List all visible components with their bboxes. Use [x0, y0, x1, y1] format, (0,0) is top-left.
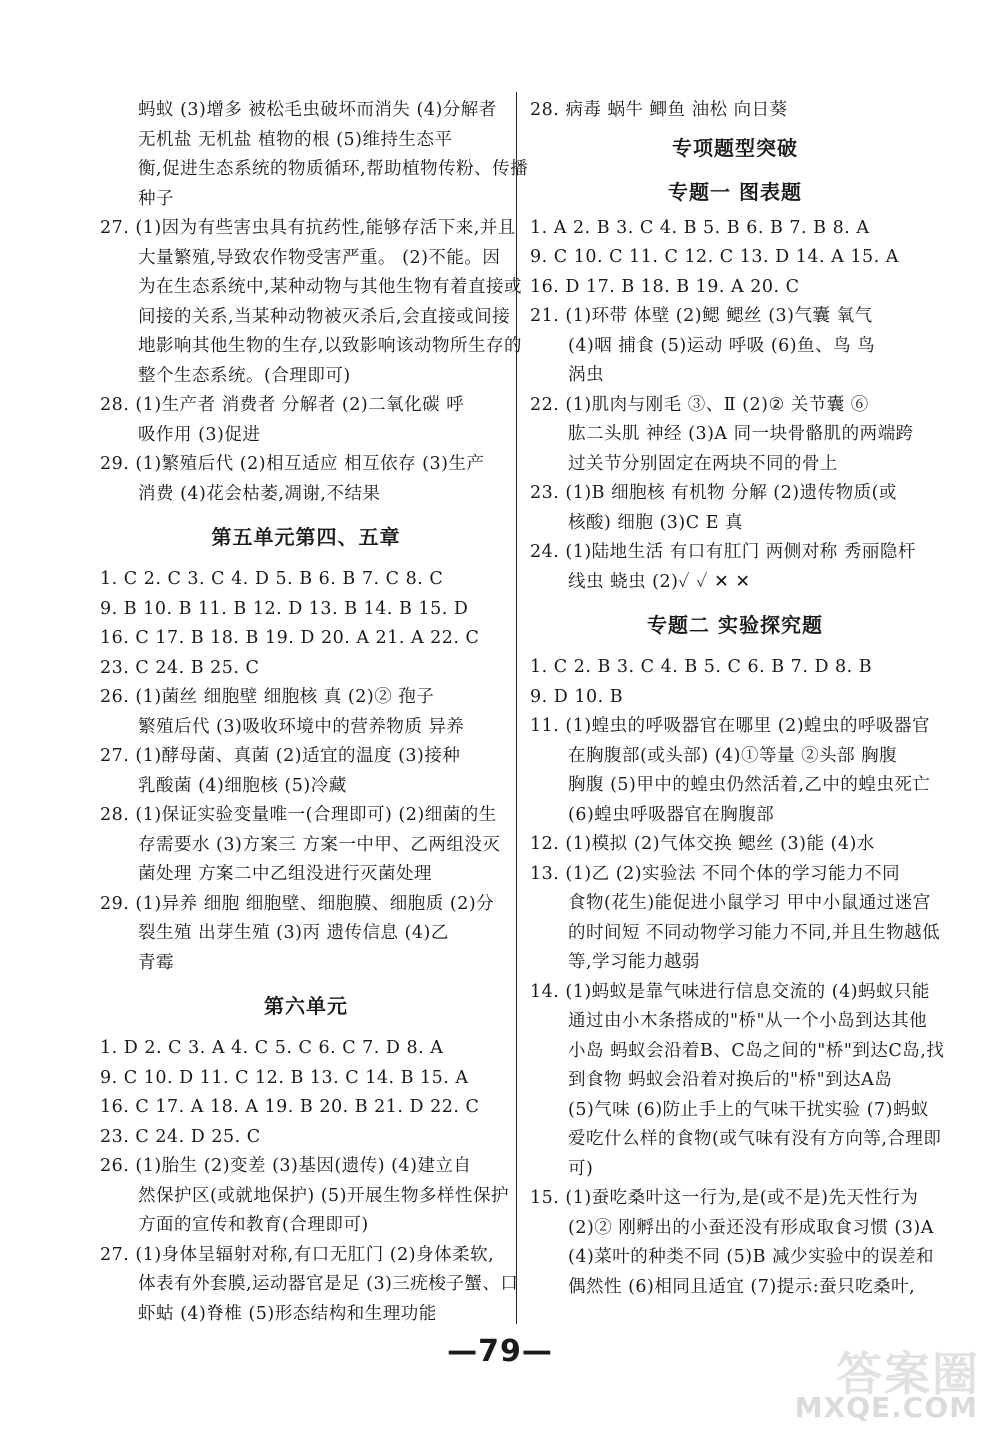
answer-line: 体表有外套膜,运动器官是足 (3)三疣梭子蟹、口: [138, 1274, 519, 1294]
answer-line: 整个生态系统。(合理即可): [138, 365, 351, 386]
answer-line: 1. C 2. C 3. C 4. D 5. B 6. B 7. C 8. C: [100, 569, 444, 589]
heading-topic1-charts: 专题一 图表题: [668, 179, 802, 204]
answer-line: 9. C 10. D 11. C 12. B 13. C 14. B 15. A: [100, 1067, 469, 1088]
answer-line: (5)气味 (6)防止手上的气味干扰实验 (7)蚂蚁: [568, 1099, 929, 1120]
answer-line: 偶然性 (6)相同且适宜 (7)提示:蚕只吃桑叶,: [568, 1276, 916, 1297]
answer-line: 过关节分别固定在两块不同的骨上: [568, 453, 838, 474]
answer-line: 消费 (4)花会枯萎,凋谢,不结果: [138, 483, 381, 504]
answer-line: 28. 病毒 蜗牛 鲫鱼 油松 向日葵: [530, 100, 788, 120]
answer-line: 在胸腹部(或头部) (4)①等量 ②头部 胸腹: [568, 745, 898, 766]
answer-line: 可): [568, 1158, 594, 1179]
answer-line: 涡虫: [568, 365, 604, 385]
answer-line: 然保护区(或就地保护) (5)开展生物多样性保护: [138, 1185, 510, 1206]
answer-line: 16. C 17. A 18. A 19. B 20. B 21. D 22. C: [100, 1097, 480, 1117]
answer-line: 线虫 蛲虫 (2)✓ ✓ ✕ ✕: [568, 571, 751, 592]
answer-line: 到食物 蚂蚁会沿着对换后的"桥"到达A岛: [568, 1070, 893, 1090]
answer-line: 29. (1)繁殖后代 (2)相互适应 相互依存 (3)生产: [100, 454, 485, 474]
answer-line: 9. C 10. C 11. C 12. C 13. D 14. A 15. A: [530, 247, 899, 267]
answer-line: 21. (1)环带 体壁 (2)鳃 鳃丝 (3)气囊 氧气: [530, 306, 873, 326]
answer-line: (4)咽 捕食 (5)运动 呼吸 (6)鱼、鸟 鸟: [568, 335, 876, 356]
watermark-url: MXQE.COM: [794, 1391, 978, 1424]
answer-line: 27. (1)身体呈辐射对称,有口无肛门 (2)身体柔软,: [100, 1244, 495, 1265]
answer-line: 26. (1)菌丝 细胞壁 细胞核 真 (2)② 孢子: [100, 687, 435, 707]
answer-line: 28. (1)保证实验变量唯一(合理即可) (2)细菌的生: [100, 805, 497, 825]
answer-line: 裂生殖 出芽生殖 (3)丙 遗传信息 (4)乙: [138, 923, 449, 943]
answer-line: 小岛 蚂蚁会沿着B、C岛之间的"桥"到达C岛,找: [568, 1040, 945, 1061]
answer-block-topic1: [530, 214, 940, 598]
answer-line: 13. (1)乙 (2)实验法 不同个体的学习能力不同: [530, 863, 901, 884]
heading-unit6: 第六单元: [264, 994, 348, 1018]
answer-line: 吸作用 (3)促进: [138, 424, 261, 445]
answer-block-unit5: [100, 565, 512, 978]
answer-line: 爱吃什么样的食物(或气味有没有方向等,合理即: [568, 1129, 942, 1149]
answer-line: 1. C 2. B 3. C 4. B 5. C 6. B 7. D 8. B: [530, 657, 873, 677]
answer-line: 27. (1)酵母菌、真菌 (2)适宜的温度 (3)接种: [100, 746, 461, 766]
answer-line: 存需要水 (3)方案三 方案一中甲、乙两组没灭: [138, 834, 501, 855]
answer-line: 28. (1)生产者 消费者 分解者 (2)二氧化碳 呼: [100, 395, 465, 415]
watermark: [790, 1338, 990, 1428]
answer-line: 大量繁殖,导致农作物受害严重。 (2)不能。因: [138, 247, 501, 268]
answer-line: 菌处理 方案二中乙组没进行灭菌处理: [138, 864, 433, 884]
answer-line: 食物(花生)能促进小鼠学习 甲中小鼠通过迷宫: [568, 893, 931, 913]
answer-line: 15. (1)蚕吃桑叶这一行为,是(或不是)先天性行为: [530, 1188, 919, 1208]
answer-line: 16. D 17. B 18. B 19. A 20. C: [530, 276, 800, 297]
answer-line: 14. (1)蚂蚁是靠气味进行信息交流的 (4)蚂蚁只能: [530, 981, 931, 1002]
answer-line: 衡,促进生态系统的物质循环,帮助植物传粉、传播: [138, 159, 529, 179]
heading-special-practice: 专项题型突破: [672, 135, 798, 160]
answer-line: 24. (1)陆地生活 有口有肛门 两侧对称 秀丽隐杆: [530, 542, 916, 562]
answer-block-topic2: [530, 653, 945, 1302]
answer-line: 29. (1)异养 细胞 细胞壁、细胞膜、细胞质 (2)分: [100, 893, 495, 914]
answer-line: 胸腹 (5)甲中的蝗虫仍然活着,乙中的蝗虫死亡: [568, 775, 931, 795]
answer-line: 1. D 2. C 3. A 4. C 5. C 6. C 7. D 8. A: [100, 1038, 444, 1058]
answer-line: 乳酸菌 (4)细胞核 (5)冷藏: [138, 775, 347, 796]
answer-line: 等,学习能力越弱: [568, 952, 701, 972]
answer-line: 间接的关系,当某种动物被灭杀后,会直接或间接: [138, 306, 511, 327]
answer-block-unit6: [100, 1034, 519, 1329]
page-number: —79—: [447, 1334, 553, 1369]
answer-line: 23. C 24. D 25. C: [100, 1126, 261, 1147]
watermark-logo: 答案圈: [836, 1347, 980, 1401]
answer-line: 为在生态系统中,某种动物与其他生物有着直接或: [138, 277, 523, 297]
answer-line: 核酸) 细胞 (3)C E 真: [568, 512, 744, 533]
answer-line: 26. (1)胎生 (2)变差 (3)基因(遗传) (4)建立自: [100, 1156, 472, 1176]
left-column: [100, 96, 529, 1329]
answer-line: 肱二头肌 神经 (3)A 同一块骨骼肌的两端跨: [568, 424, 914, 444]
answer-line: 无机盐 无机盐 植物的根 (5)维持生态平: [138, 129, 453, 150]
answer-line: 虾蛄 (4)脊椎 (5)形态结构和生理功能: [138, 1303, 437, 1324]
answer-line: 9. D 10. B: [530, 686, 624, 707]
answer-line: 1. A 2. B 3. C 4. B 5. B 6. B 7. B 8. A: [530, 217, 870, 238]
answer-line: 繁殖后代 (3)吸收环境中的营养物质 异养: [138, 716, 465, 737]
answer-line: 9. B 10. B 11. B 12. D 13. B 14. B 15. D: [100, 598, 469, 619]
answer-line: 23. C 24. B 25. C: [100, 657, 260, 678]
heading-unit5-ch4-5: 第五单元第四、五章: [211, 525, 401, 549]
answer-line: 方面的宣传和教育(合理即可): [138, 1215, 369, 1235]
answer-line: 通过由小木条搭成的"桥"从一个小岛到达其他: [568, 1011, 928, 1031]
answer-line: (2)② 刚孵出的小蚕还没有形成取食习惯 (3)A: [568, 1217, 934, 1238]
answer-line: 11. (1)蝗虫的呼吸器官在哪里 (2)蝗虫的呼吸器官: [530, 716, 931, 736]
answer-block-unit5-end: [100, 96, 529, 509]
answer-line: 的时间短 不同动物学习能力不同,并且生物越低: [568, 922, 941, 943]
answer-line: 23. (1)B 细胞核 有机物 分解 (2)遗传物质(或: [530, 483, 897, 503]
answer-line: (4)菜叶的种类不同 (5)B 减少实验中的误差和: [568, 1247, 935, 1267]
answer-line: 22. (1)肌肉与刚毛 ③、Ⅱ (2)② 关节囊 ⑥: [530, 394, 869, 415]
answer-line: 12. (1)模拟 (2)气体交换 鳃丝 (3)能 (4)水: [530, 834, 875, 854]
right-column: [530, 96, 945, 1302]
answer-line: (6)蝗虫呼吸器官在胸腹部: [568, 804, 775, 825]
heading-topic2-experiments: 专题二 实验探究题: [647, 613, 823, 637]
answer-line: 青霉: [138, 952, 174, 973]
answer-line: 地影响其他生物的生存,以致影响该动物所生存的: [138, 336, 523, 356]
answer-line: 27. (1)因为有些害虫具有抗药性,能够存活下来,并且: [100, 218, 516, 238]
answer-line: 种子: [138, 188, 174, 209]
answer-line: 蚂蚁 (3)增多 被松毛虫破坏而消失 (4)分解者: [138, 100, 497, 120]
answer-line: 16. C 17. B 18. B 19. D 20. A 21. A 22. C: [100, 628, 480, 648]
